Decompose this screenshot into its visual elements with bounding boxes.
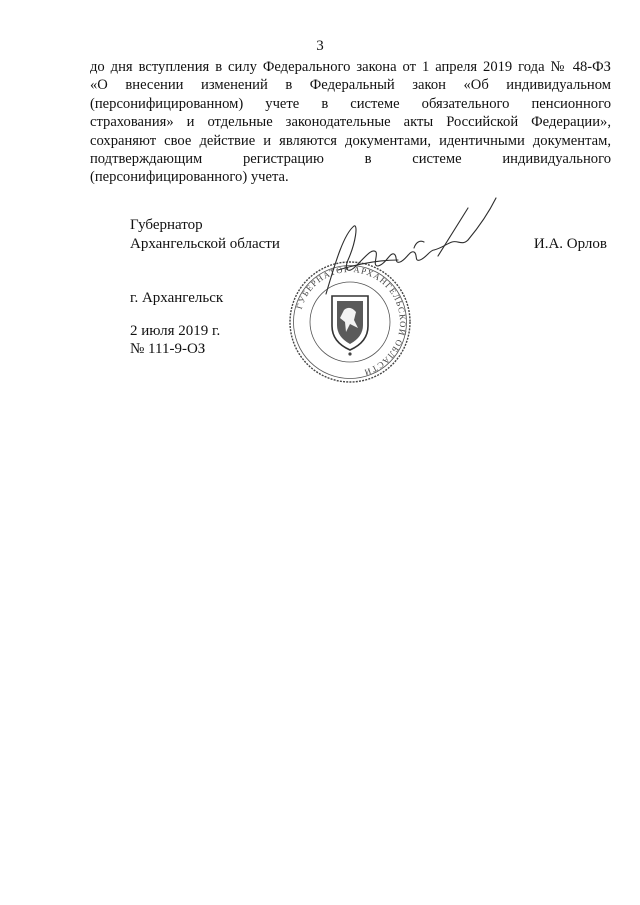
place-of-signing: г. Архангельск <box>130 290 224 306</box>
coat-of-arms-icon <box>332 296 368 356</box>
body-line: сохраняют свое действие и являются документами, идентичными документам, <box>90 132 611 149</box>
seal-text: ГУБЕРНАТОР АРХАНГЕЛЬСКОЙ ОБЛАСТИ <box>293 263 409 378</box>
signatory-region: Архангельской области <box>130 236 280 252</box>
body-line: (персонифицированном) учете в системе обязательного пенсионного <box>90 95 611 112</box>
body-line: страхования» и отдельные законодательные акты Российской Федерации», <box>90 114 611 131</box>
body-line: подтверждающим регистрацию в системе индивидуального <box>90 150 611 167</box>
page-number: 3 <box>316 38 324 54</box>
handwritten-signature <box>318 190 508 300</box>
signing-date: 2 июля 2019 г. <box>130 323 221 339</box>
signatory-name: И.А. Орлов <box>533 236 607 252</box>
signatory-title: Губернатор <box>130 217 203 233</box>
law-number: № 111-9-ОЗ <box>130 341 206 357</box>
body-text <box>90 58 611 187</box>
body-line-last: (персонифицированного) учета. <box>90 169 289 186</box>
body-line: до дня вступления в силу Федерального закона от 1 апреля 2019 года № 48-ФЗ <box>90 59 611 75</box>
body-line: «О внесении изменений в Федеральный закон «Об индивидуальном <box>90 77 611 94</box>
